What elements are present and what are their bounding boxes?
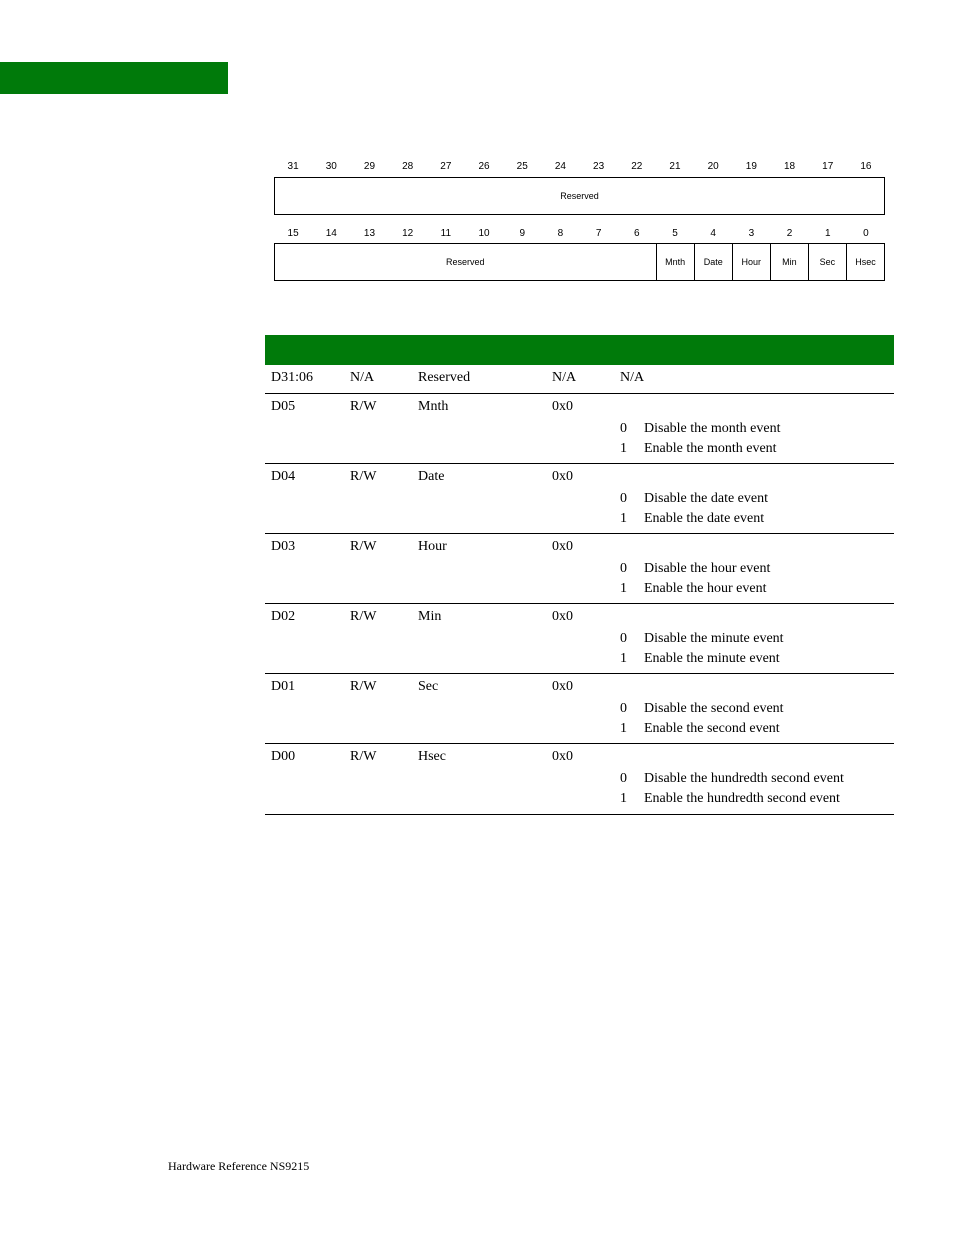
bit-number: 20 [707,161,719,172]
field-option [620,491,768,507]
table-row [265,394,894,464]
option-value: 1 [620,581,627,596]
field-option [620,701,784,717]
field-mnemonic: Date [418,469,445,484]
option-value: 1 [620,511,627,526]
field-mnemonic: Hsec [418,749,446,764]
field-option [620,421,780,437]
option-value: 0 [620,771,627,786]
table-row [265,674,894,744]
field-option [620,441,777,457]
bit-field-min: Min [770,244,808,280]
bit-number: 14 [325,228,337,239]
chapter-tab [0,62,228,94]
option-text: Enable the second event [644,721,780,736]
field-bits: D31:06 [271,370,313,385]
option-text: Enable the hundredth second event [644,791,840,806]
bit-number: 19 [745,161,757,172]
field-access: R/W [350,469,377,484]
field-mnemonic: Sec [418,679,439,694]
bit-number: 18 [783,161,796,172]
field-option [620,771,844,787]
option-text: Disable the second event [644,701,784,716]
field-reset: 0x0 [552,399,573,414]
option-text: Disable the hour event [644,561,771,576]
field-reset: 0x0 [552,539,573,554]
option-value: 1 [620,791,627,806]
field-reset: 0x0 [552,609,573,624]
lower-bit-numbers [274,227,885,241]
bit-number: 13 [363,228,376,239]
bit-number: 8 [557,228,564,239]
field-table [265,365,894,815]
bit-number: 9 [519,228,525,239]
field-mnemonic: Mnth [418,399,449,414]
field-option [620,631,784,647]
field-option [620,651,780,667]
table-row [265,365,894,394]
bit-number: 27 [440,161,452,172]
bit-number: 29 [363,161,376,172]
field-mnemonic: Reserved [418,370,471,385]
option-value: 1 [620,651,627,666]
table-row [265,464,894,534]
option-value: 1 [620,721,627,736]
bit-field-date: Date [694,244,732,280]
field-access: R/W [350,539,377,554]
option-value: 0 [620,631,627,646]
bit-field-hsec: Hsec [846,244,884,280]
bit-field-mnth: Mnth [656,244,694,280]
table-row [265,604,894,674]
field-reset: 0x0 [552,749,573,764]
bit-number: 16 [860,161,872,172]
bit-number: 15 [287,228,299,239]
bit-field-sec: Sec [808,244,846,280]
option-text: Enable the minute event [644,651,780,666]
option-text: Disable the month event [644,421,781,436]
bit-number: 17 [822,161,834,172]
option-text: Enable the month event [644,441,777,456]
page-footer: Hardware Reference NS9215 [168,1159,310,1173]
field-mnemonic: Hour [418,539,447,554]
bit-number: 7 [595,228,602,239]
field-reset: 0x0 [552,679,573,694]
table-row [265,744,894,815]
bit-number: 28 [402,161,414,172]
field-access: R/W [350,749,377,764]
option-text: Disable the date event [644,491,769,506]
bit-number: 21 [669,161,681,172]
option-text: Disable the minute event [644,631,784,646]
upper-register-row [274,177,885,215]
field-option [620,561,770,577]
field-option [620,791,840,807]
field-option [620,581,766,597]
field-access: R/W [350,679,377,694]
option-value: 0 [620,701,627,716]
field-access: R/W [350,399,377,414]
field-reset: N/A [552,370,577,385]
bit-number: 22 [631,161,643,172]
option-value: 0 [620,491,627,506]
bit-number: 24 [554,161,566,172]
bit-number: 12 [402,228,414,239]
bit-number: 26 [478,161,490,172]
field-bits: D01 [271,679,296,694]
bit-field-reserved: Reserved [560,191,599,201]
option-text: Disable the hundredth second event [644,771,844,786]
bit-number: 4 [710,228,716,239]
field-bits: D04 [271,469,296,484]
bit-number: 31 [287,161,299,172]
option-value: 1 [620,441,627,456]
bit-number: 30 [325,161,337,172]
option-value: 0 [620,421,627,436]
option-value: 0 [620,561,627,576]
bit-number: 11 [440,228,452,239]
option-text: Enable the hour event [644,581,767,596]
field-bits: D03 [271,539,296,554]
field-access: N/A [350,370,375,385]
upper-bit-numbers [274,160,885,174]
bit-number: 3 [748,228,755,239]
field-bits: D00 [271,749,296,764]
field-bits: D05 [271,399,296,414]
bit-number: 0 [863,228,869,239]
bit-number: 25 [516,161,528,172]
bit-number: 1 [824,228,831,239]
bit-number: 5 [672,228,678,239]
option-text: Enable the date event [644,511,765,526]
bit-number: 23 [593,161,605,172]
field-reset: 0x0 [552,469,573,484]
table-row [265,534,894,604]
bit-field-reserved: Reserved [446,257,485,267]
field-option [620,721,780,737]
field-mnemonic: Min [418,609,442,624]
bit-number: 2 [786,228,793,239]
field-access: R/W [350,609,377,624]
table-header-bar [265,335,894,365]
lower-register-row [274,243,885,281]
bit-field-hour: Hour [732,244,770,280]
bit-number: 6 [634,228,640,239]
field-description: N/A [620,370,645,385]
field-bits: D02 [271,609,296,624]
bit-number: 10 [478,228,490,239]
field-option [620,511,764,527]
